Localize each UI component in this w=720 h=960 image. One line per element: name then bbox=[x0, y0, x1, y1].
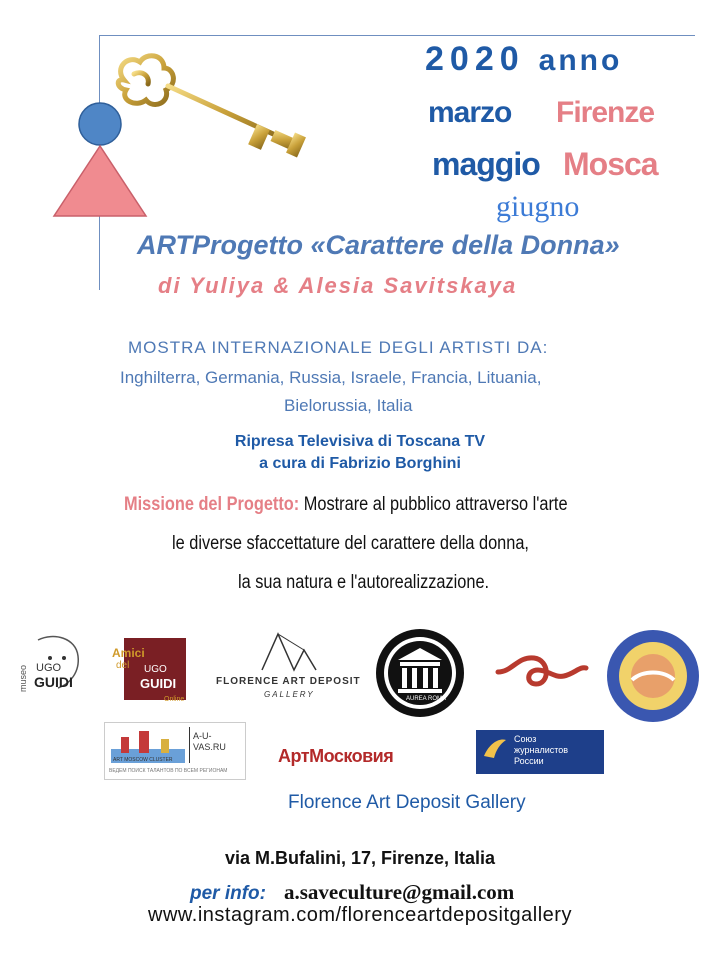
woman-figure-icon bbox=[50, 100, 150, 220]
artmoskovia-name: АртМосковия bbox=[278, 746, 394, 766]
soyuz-line-3: России bbox=[514, 756, 544, 766]
countries-line-1: Inghilterra, Germania, Russia, Israele, Francia, Lituania, bbox=[120, 368, 542, 387]
soyuz-zhurnalistov-logo bbox=[476, 730, 604, 774]
avas-tagline: ВЕДЕМ ПОИСК ТАЛАНТОВ ПО ВСЕМ РЕГИОНАМ bbox=[109, 768, 228, 774]
year-heading bbox=[425, 40, 622, 79]
aurea-roma-logo bbox=[372, 626, 468, 720]
soyuz-emblem-icon bbox=[482, 736, 508, 760]
museo-ugo-label: UGO bbox=[36, 662, 62, 674]
soyuz-line-1: Союз bbox=[514, 734, 537, 744]
artmoskovia-logo bbox=[278, 744, 394, 772]
avas-left-label: ART MOSCOW CLUSTER bbox=[113, 757, 173, 763]
amici-ugo-label: UGO bbox=[144, 664, 167, 675]
frame-line-horizontal bbox=[99, 35, 695, 36]
countries-line-2: Bielorussia, Italia bbox=[284, 396, 413, 415]
soyuz-line-2: журналистов bbox=[514, 745, 569, 755]
contact-info bbox=[190, 880, 514, 905]
tv-line-1: Ripresa Televisiva di Toscana TV bbox=[234, 433, 486, 450]
gallery-name: Florence Art Deposit Gallery bbox=[288, 792, 526, 813]
year-word: anno bbox=[538, 44, 623, 77]
aurea-roma-label: AUREA ROMA bbox=[406, 696, 447, 702]
avas-right-label: A-U-VAS.RU bbox=[193, 731, 226, 752]
fad-mountain-icon bbox=[216, 630, 346, 674]
amici-guidi-label: GUIDI bbox=[140, 676, 177, 691]
contact-email: a.saveculture@gmail.com bbox=[284, 880, 515, 904]
year-number: 2020 bbox=[425, 40, 525, 78]
month-may: maggio bbox=[432, 146, 540, 182]
month-june: giugno bbox=[496, 190, 580, 223]
exhibition-title: MOSTRA INTERNAZIONALE DEGLI ARTISTI DA: bbox=[128, 338, 549, 357]
avas-divider bbox=[189, 727, 190, 763]
month-march: marzo bbox=[428, 96, 512, 129]
aurea-roma-temple-icon bbox=[372, 626, 468, 720]
project-authors: di Yuliya & Alesia Savitskaya bbox=[158, 273, 518, 298]
instagram-link: www.instagram.com/florenceartdepositgallery bbox=[148, 904, 572, 926]
art-moscow-cluster-logo bbox=[104, 722, 246, 780]
spiral-wave-logo bbox=[494, 646, 590, 696]
venue-address: via M.Bufalini, 17, Firenze, Italia bbox=[224, 848, 496, 868]
fad-gallery: GALLERY bbox=[264, 690, 315, 699]
project-title: ARTProgetto «Carattere della Donna» bbox=[137, 230, 620, 260]
museo-guidi-label: GUIDI bbox=[34, 674, 73, 690]
info-label: per info: bbox=[190, 883, 266, 904]
fad-name: FLORENCE ART DEPOSIT bbox=[216, 676, 361, 687]
spiral-wave-icon bbox=[494, 646, 590, 696]
hands-circle-icon bbox=[598, 624, 708, 728]
museo-ugo-guidi-logo bbox=[14, 632, 100, 702]
mission-text-1: Mostrare al pubblico attraverso l'arte bbox=[303, 494, 568, 515]
tv-line-2: a cura di Fabrizio Borghini bbox=[259, 455, 461, 472]
amici-ugo-guidi-logo bbox=[108, 634, 188, 706]
city-florence: Firenze bbox=[556, 96, 655, 129]
amici-del-label: del bbox=[116, 660, 130, 671]
mission-line-1 bbox=[124, 494, 568, 516]
city-moscow: Mosca bbox=[563, 146, 658, 182]
florence-art-deposit-logo bbox=[216, 630, 361, 706]
mission-line-2: le diverse sfaccettature del carattere della donna, bbox=[172, 533, 529, 554]
culture-education-circle-logo bbox=[598, 624, 708, 728]
amici-label: Amici bbox=[112, 646, 145, 660]
amici-online-label: Online bbox=[164, 696, 185, 703]
mission-line-3: la sua natura e l'autorealizzazione. bbox=[238, 572, 490, 593]
museo-label: museo bbox=[18, 664, 28, 692]
mission-label: Missione del Progetto: bbox=[124, 494, 300, 515]
